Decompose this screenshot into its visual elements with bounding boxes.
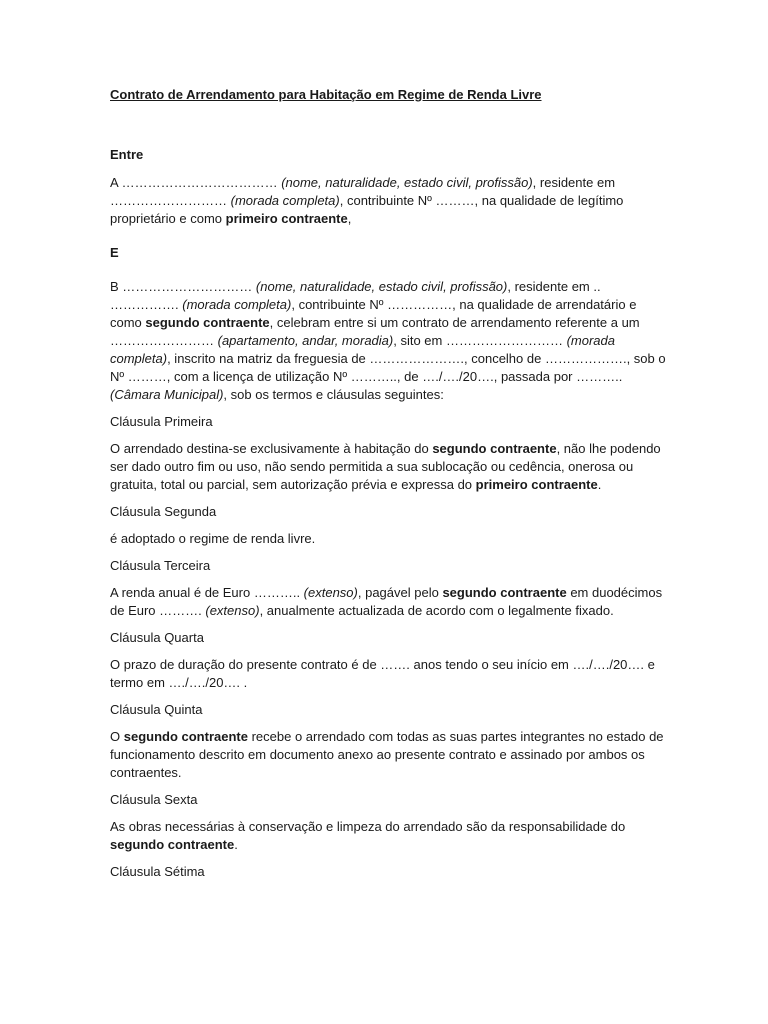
clause-5-text: O segundo contraente recebe o arrendado com todas as suas partes integrantes no estado de funcionamento descrito em documento anexo ao presente contrato e assinado por ambos os contraentes.: [110, 729, 664, 780]
clause-6-text: As obras necessárias à conservação e limpeza do arrendado são da responsabilidade do segundo contraente.: [110, 819, 626, 852]
clause-3-text: A renda anual é de Euro ……….. (extenso), pagável pelo segundo contraente em duodécimos de Euro ………. (extenso), anualmente actualizada de acordo com o legalmente fixado.: [110, 585, 663, 618]
clause-1-text: O arrendado destina-se exclusivamente à habitação do segundo contraente, não lhe podendo ser dado outro fim ou uso, não sendo permitida a sua sublocação ou cedência, onerosa ou gratuita, total ou parcial, sem autorização prévia e expressa do primeiro contraente.: [110, 441, 661, 492]
second-party-paragraph: B ………………………… (nome, naturalidade, estado civil, profissão), residente em .. ……………. (morada completa), contribuinte Nº ……………, na qualidade de arrendatário e como segundo contraente, celebram entre si um contrato de arrendamento referente a um …………………… (apartamento, andar, moradia), sito em ……………………… (morada completa), inscrito na matriz da freguesia de …………………., concelho de ………………., sob o Nº ………, com a licença de utilização Nº ……….., de …./…./20…., passada por ……….. (Câmara Municipal), sob os termos e cláusulas seguintes:: [110, 279, 666, 402]
clause-1-title: Cláusula Primeira: [110, 414, 213, 429]
heading-e: E: [110, 245, 119, 260]
clause-2-text: é adoptado o regime de renda livre.: [110, 531, 316, 546]
first-party-paragraph: A ……………………………… (nome, naturalidade, estado civil, profissão), residente em ……………………… (morada completa), contribuinte Nº ………, na qualidade de legítimo proprietário e como primeiro contraente,: [110, 175, 624, 226]
heading-entre: Entre: [110, 147, 144, 162]
clause-4-title: Cláusula Quarta: [110, 630, 204, 645]
clause-7-title: Cláusula Sétima: [110, 864, 205, 879]
clause-5-title: Cláusula Quinta: [110, 702, 203, 717]
clause-2-title: Cláusula Segunda: [110, 504, 217, 519]
clause-3-title: Cláusula Terceira: [110, 558, 211, 573]
clause-4-text: O prazo de duração do presente contrato é de ……. anos tendo o seu início em …./…./20…. e termo em …./…./20…. .: [110, 657, 655, 690]
document-title: Contrato de Arrendamento para Habitação em Regime de Renda Livre: [110, 87, 542, 102]
clause-6-title: Cláusula Sexta: [110, 792, 198, 807]
